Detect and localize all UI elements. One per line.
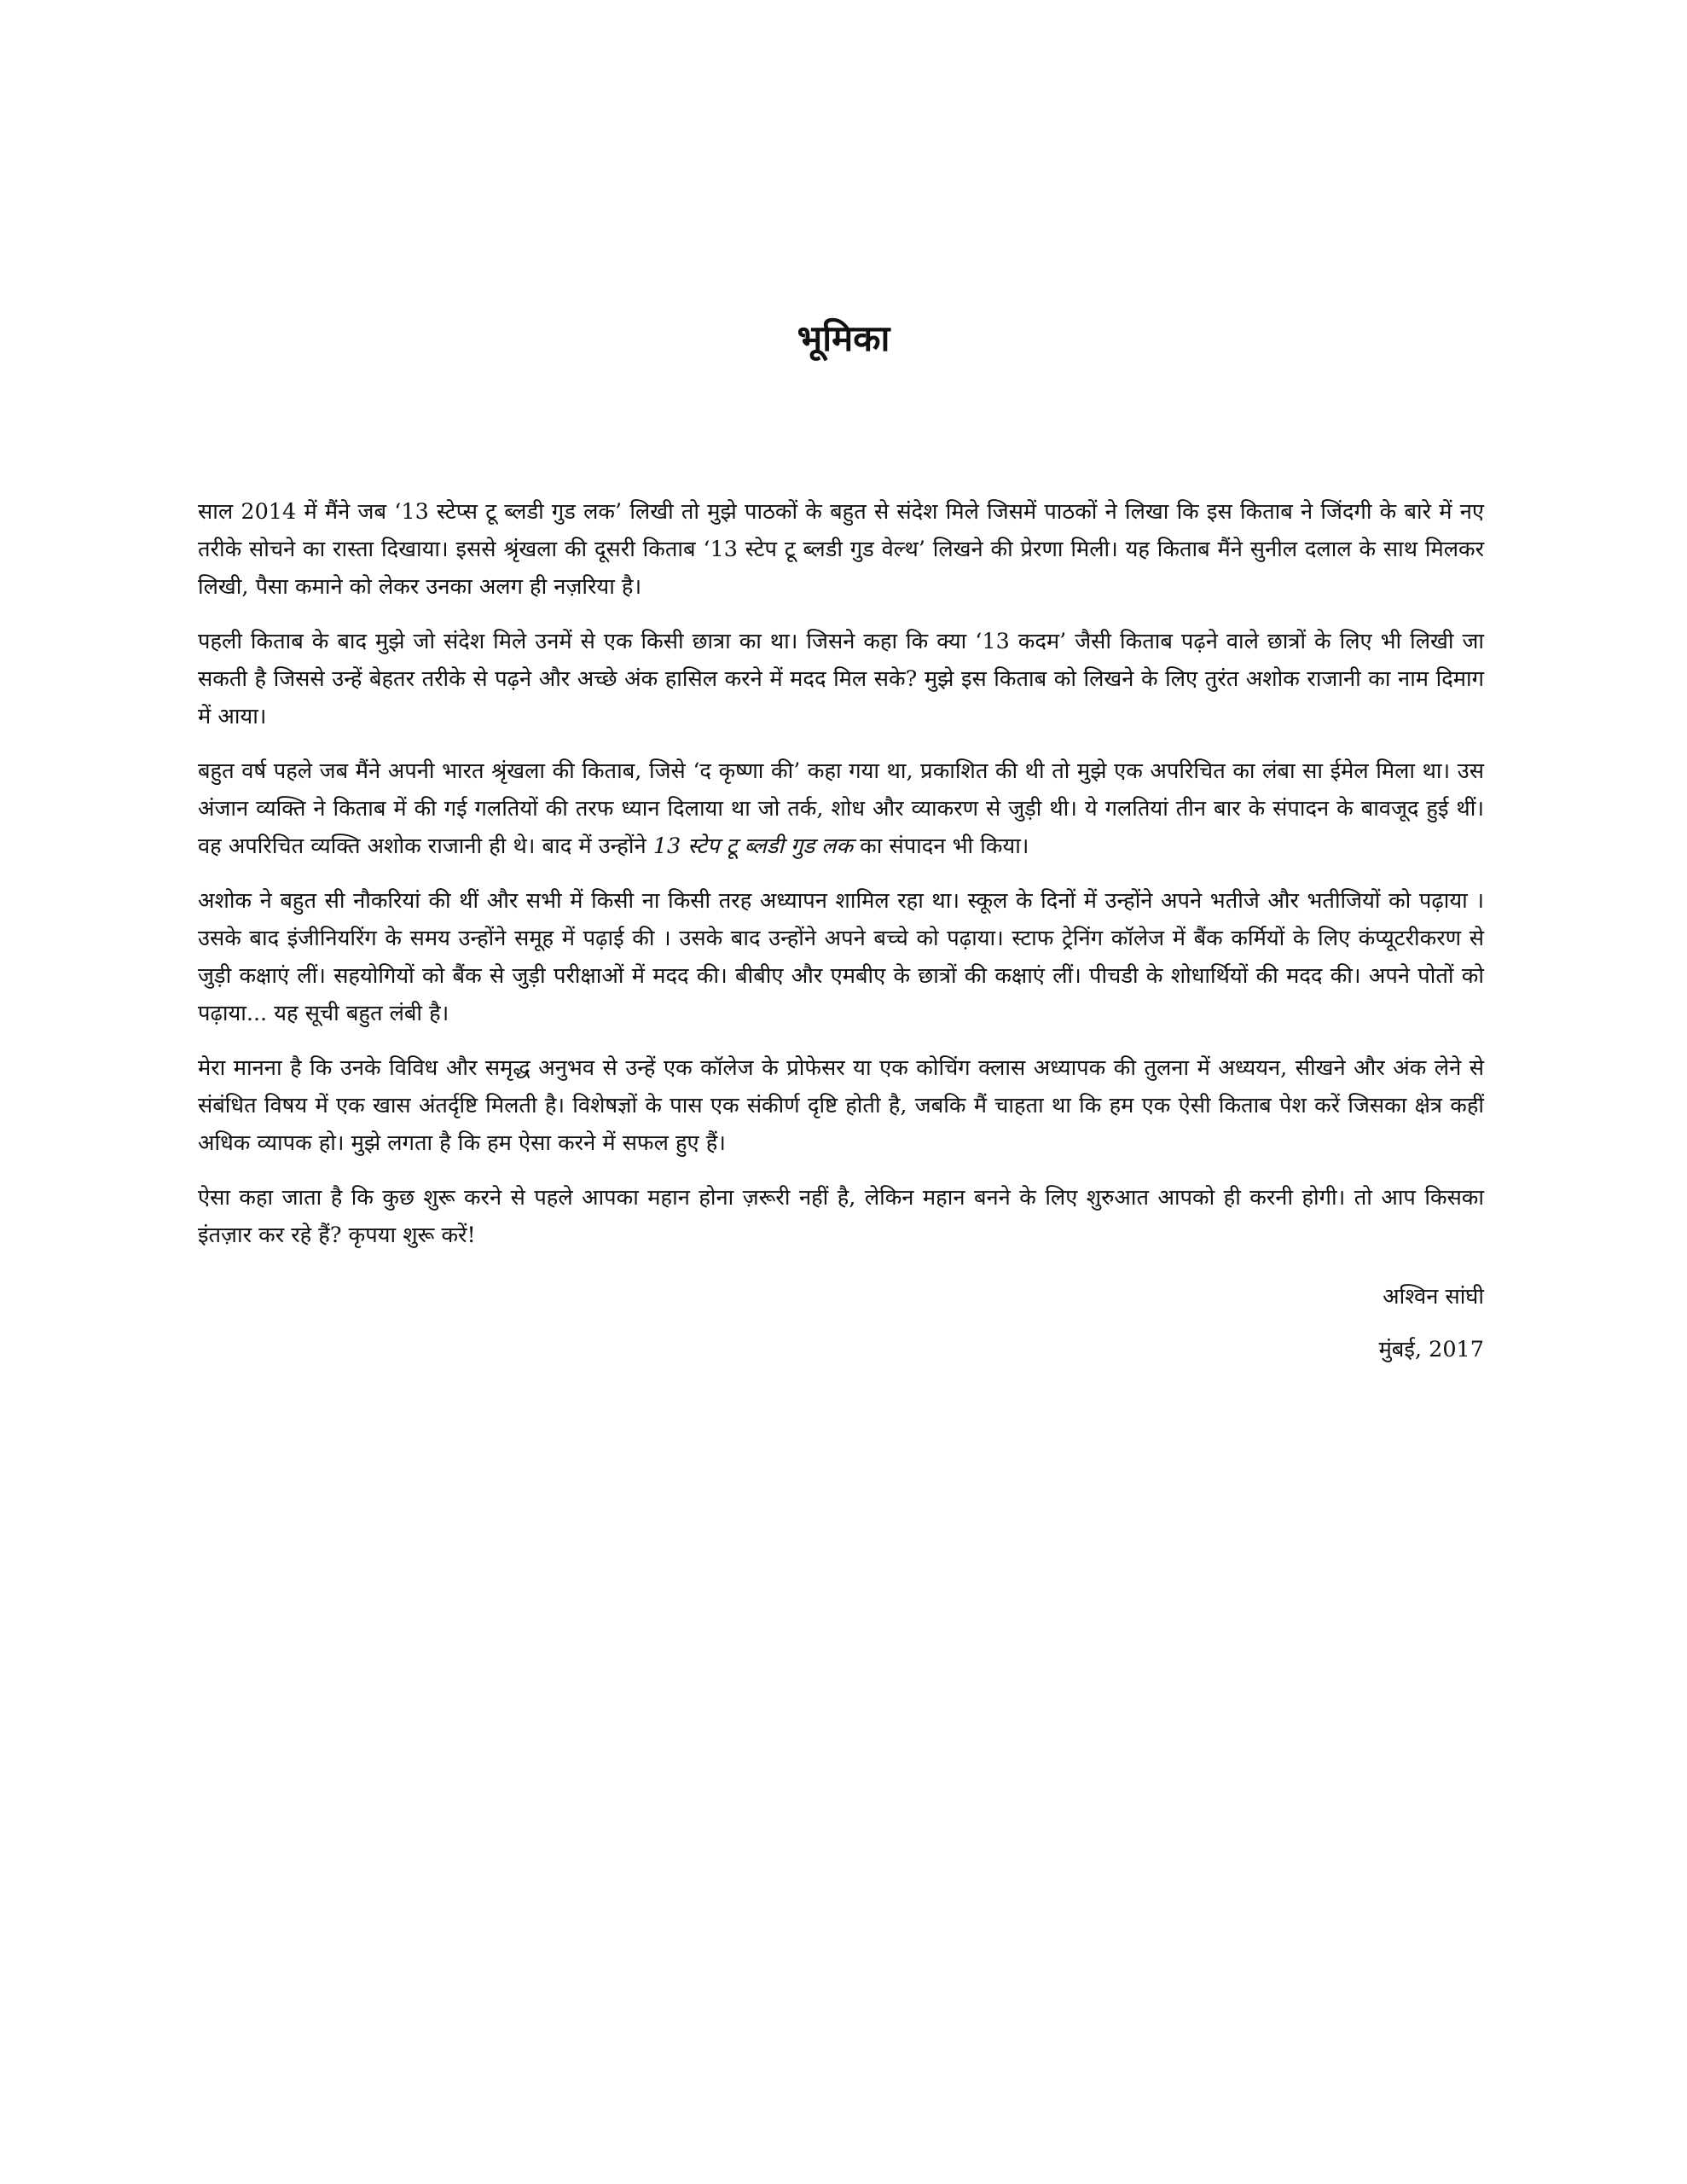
paragraph-2: पहली किताब के बाद मुझे जो संदेश मिले उनमें से एक किसी छात्रा का था। जिसने कहा कि क्या ‘13 कदम’ जैसी किताब पढ़ने वाले छात्रों के लिए भी लिखी जा सकती है जिससे उन्हें बेहतर तरीके से पढ़ने और अच्छे अंक हासिल करने में मदद मिल सके? मुझे इस किताब को लिखने के लिए तुरंत अशोक राजानी का नाम दिमाग में आया।: [198, 629, 1484, 729]
preface-body: [198, 493, 1484, 1384]
page-title: भूमिका: [797, 317, 890, 359]
paragraph-3-end: का संपादन भी किया।: [853, 834, 1029, 859]
author-name: अश्विन सांघी: [1383, 1284, 1484, 1310]
book-title-italic: 13 स्टेप टू ब्लडी गुड लक: [652, 834, 854, 859]
place-date: मुंबई, 2017: [1378, 1337, 1484, 1362]
paragraph-3-text: बहुत वर्ष पहले जब मैंने अपनी भारत श्रृंखला की किताब, जिसे ‘द कृष्णा की’ कहा गया था, प्रकाशित की थी तो मुझे एक अपरिचित का लंबा सा ईमेल मिला था। उस अंजान व्यक्ति ने किताब में की गई गलतियों की तरफ ध्यान दिलाया था जो तर्क, शोध और व्याकरण से जुड़ी थी। ये गलतियां तीन बार के संपादन के बावजूद हुई थीं। वह अपरिचित व्यक्ति अशोक राजानी ही थे। बाद में उन्होंने: [198, 758, 1484, 859]
paragraph-4: अशोक ने बहुत सी नौकरियां की थीं और सभी में किसी ना किसी तरह अध्यापन शामिल रहा था। स्कूल के दिनों में उन्होंने अपने भतीजे और भतीजियों को पढ़ाया । उसके बाद इंजीनियरिंग के समय उन्होंने समूह में पढ़ाई की । उसके बाद उन्होंने अपने बच्चे को पढ़ाया। स्टाफ ट्रेनिंग कॉलेज में बैंक कर्मियों के लिए कंप्यूटरीकरण से जुड़ी कक्षाएं लीं। सहयोगियों को बैंक से जुड़ी परीक्षाओं में मदद की। बीबीए और एमबीए के छात्रों की कक्षाएं लीं। पीचडी के शोधार्थियों की मदद की। अपने पोतों को पढ़ाया... यह सूची बहुत लंबी है।: [198, 888, 1484, 1026]
paragraph-3: [198, 752, 1484, 865]
paragraph-1: साल 2014 में मैंने जब ‘13 स्टेप्स टू ब्लडी गुड लक’ लिखी तो मुझे पाठकों के बहुत से संदेश मिले जिसमें पाठकों ने लिखा कि इस किताब ने जिंदगी के बारे में नए तरीके सोचने का रास्ता दिखाया। इससे श्रृंखला की दूसरी किताब ‘13 स्टेप टू ब्लडी गुड वेल्थ’ लिखने की प्रेरणा मिली। यह किताब मैंने सुनील दलाल के साथ मिलकर लिखी, पैसा कमाने को लेकर उनका अलग ही नज़रिया है।: [198, 499, 1484, 600]
paragraph-5: मेरा मानना है कि उनके विविध और समृद्ध अनुभव से उन्हें एक कॉलेज के प्रोफेसर या एक कोचिंग क्लास अध्यापक की तुलना में अध्ययन, सीखने और अंक लेने से संबंधित विषय में एक खास अंतर्दृष्टि मिलती है। विशेषज्ञों के पास एक संकीर्ण दृष्टि होती है, जबकि मैं चाहता था कि हम एक ऐसी किताब पेश करें जिसका क्षेत्र कहीं अधिक व्यापक हो। मुझे लगता है कि हम ऐसा करने में सफल हुए हैं।: [198, 1055, 1484, 1156]
signature-block: [198, 1278, 1484, 1368]
paragraph-6: ऐसा कहा जाता है कि कुछ शुरू करने से पहले आपका महान होना ज़रूरी नहीं है, लेकिन महान बनने के लिए शुरुआत आपको ही करनी होगी। तो आप किसका इंतज़ार कर रहे हैं? कृपया शुरू करें!: [198, 1185, 1484, 1248]
